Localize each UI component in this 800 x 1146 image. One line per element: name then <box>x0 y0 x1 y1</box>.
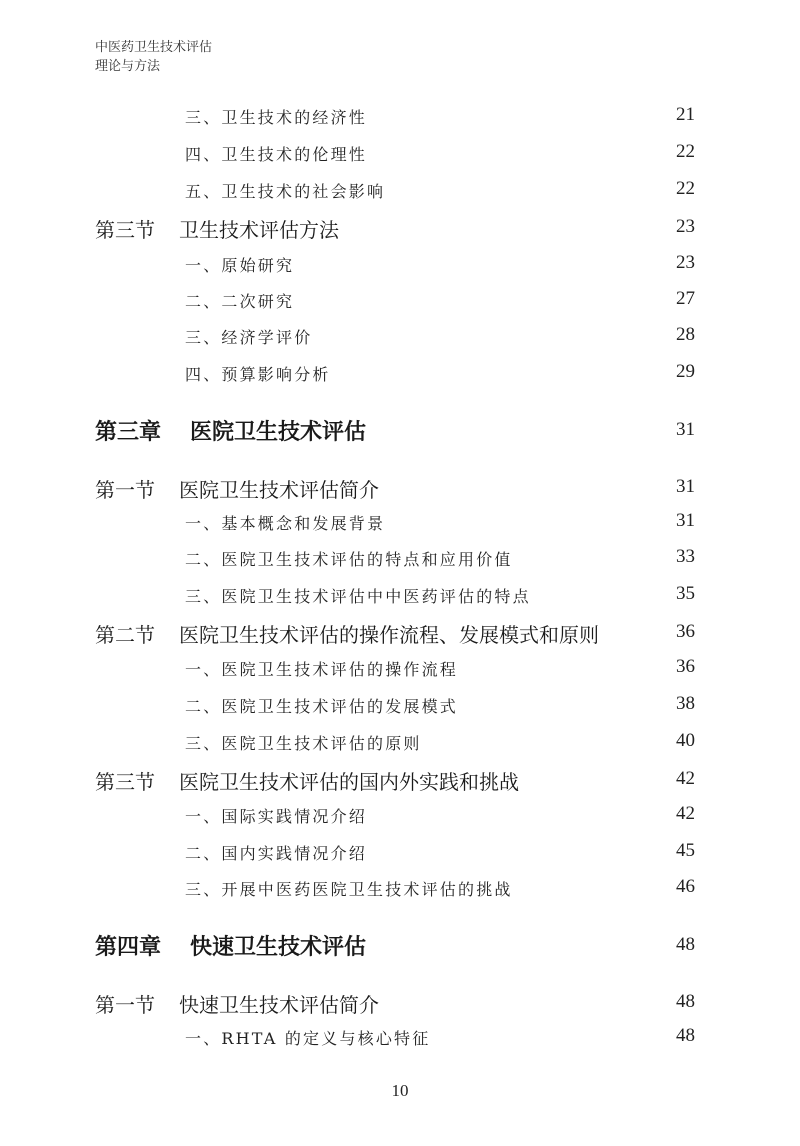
toc-item-row[interactable] <box>0 800 800 830</box>
toc-page-number: 48 <box>676 991 695 1012</box>
toc-item-title: 二、二次研究 <box>185 292 295 311</box>
book-title: 中医药卫生技术评估 <box>95 40 213 55</box>
page-number: 10 <box>391 1081 409 1100</box>
toc-item-title: 三、卫生技术的经济性 <box>185 108 368 127</box>
toc-page-number: 36 <box>676 656 695 677</box>
toc-item-row[interactable] <box>0 690 800 720</box>
toc-section-row[interactable] <box>0 987 800 1017</box>
toc-chapter-title: 医院卫生技术评估 <box>190 419 367 445</box>
toc-section-title: 医院卫生技术评估简介 <box>179 478 379 502</box>
toc-item-title: 三、开展中医药医院卫生技术评估的挑战 <box>185 880 513 899</box>
toc-page-number: 48 <box>676 934 695 955</box>
toc-page-number: 31 <box>676 510 695 531</box>
toc-page-number: 45 <box>676 840 695 861</box>
toc-section-row[interactable] <box>0 764 800 794</box>
toc-page-number: 31 <box>676 476 695 497</box>
toc-chapter-label <box>95 415 366 446</box>
toc-page-number: 22 <box>676 178 695 199</box>
toc-page-number: 27 <box>676 288 695 309</box>
toc-section-row[interactable] <box>0 212 800 242</box>
toc-section-label <box>95 766 519 795</box>
toc-item-title: 一、医院卫生技术评估的操作流程 <box>185 660 459 679</box>
toc-section-label <box>95 214 339 243</box>
toc-item-title: 四、预算影响分析 <box>185 365 331 384</box>
toc-item-title: 三、医院卫生技术评估的原则 <box>185 734 422 753</box>
toc-item-row[interactable] <box>0 138 800 168</box>
toc-item-title: 一、RHTA 的定义与核心特征 <box>185 1029 431 1048</box>
toc-page-number: 31 <box>676 419 695 440</box>
toc-section-row[interactable] <box>0 472 800 502</box>
toc-page-number: 42 <box>676 803 695 824</box>
toc-chapter-number: 第三章 <box>95 419 162 445</box>
toc-section-title: 医院卫生技术评估的国内外实践和挑战 <box>179 770 519 794</box>
toc-chapter-row[interactable] <box>0 415 800 445</box>
toc-page-number: 22 <box>676 141 695 162</box>
toc-chapter-title: 快速卫生技术评估 <box>190 934 367 960</box>
toc-item-row[interactable] <box>0 175 800 205</box>
toc-item-title: 二、医院卫生技术评估的特点和应用价值 <box>185 550 513 569</box>
toc-item-row[interactable] <box>0 580 800 610</box>
toc-section-title: 卫生技术评估方法 <box>179 218 339 242</box>
toc-item-title: 一、国际实践情况介绍 <box>185 807 368 826</box>
toc-page-number: 28 <box>676 324 695 345</box>
toc-page-number: 29 <box>676 361 695 382</box>
toc-item-title: 五、卫生技术的社会影响 <box>185 182 386 201</box>
toc-item-row[interactable] <box>0 543 800 573</box>
toc-page-number: 23 <box>676 252 695 273</box>
toc-page-number: 46 <box>676 876 695 897</box>
toc-section-row[interactable] <box>0 617 800 647</box>
toc-section-number: 第三节 <box>95 770 155 794</box>
toc-item-row[interactable] <box>0 727 800 757</box>
toc-page-number: 38 <box>676 693 695 714</box>
book-subtitle: 理论与方法 <box>95 59 161 74</box>
toc-item-row[interactable] <box>0 1022 800 1052</box>
toc-section-label <box>95 989 379 1018</box>
toc-item-row[interactable] <box>0 653 800 683</box>
toc-page-number: 42 <box>676 768 695 789</box>
toc-item-row[interactable] <box>0 507 800 537</box>
toc-page-number: 23 <box>676 216 695 237</box>
toc-item-row[interactable] <box>0 249 800 279</box>
toc-page-number: 48 <box>676 1025 695 1046</box>
toc-item-row[interactable] <box>0 321 800 351</box>
toc-page-number: 36 <box>676 621 695 642</box>
toc-item-row[interactable] <box>0 837 800 867</box>
toc-item-title: 一、原始研究 <box>185 256 295 275</box>
toc-page-number: 40 <box>676 730 695 751</box>
toc-chapter-number: 第四章 <box>95 934 162 960</box>
toc-page-number: 21 <box>676 104 695 125</box>
toc-chapter-row[interactable] <box>0 930 800 960</box>
toc-section-label <box>95 474 379 503</box>
toc-item-title: 三、经济学评价 <box>185 328 313 347</box>
toc-chapter-label <box>95 930 366 961</box>
toc-section-number: 第一节 <box>95 478 155 502</box>
toc-item-title: 一、基本概念和发展背景 <box>185 514 386 533</box>
toc-item-row[interactable] <box>0 358 800 388</box>
toc-section-title: 快速卫生技术评估简介 <box>179 993 379 1017</box>
toc-item-title: 二、国内实践情况介绍 <box>185 844 368 863</box>
toc-section-number: 第一节 <box>95 993 155 1017</box>
toc-item-row[interactable] <box>0 285 800 315</box>
toc-item-row[interactable] <box>0 873 800 903</box>
toc-item-title: 二、医院卫生技术评估的发展模式 <box>185 697 459 716</box>
toc-section-number: 第二节 <box>95 623 155 647</box>
toc-item-title: 三、医院卫生技术评估中中医药评估的特点 <box>185 587 531 606</box>
toc-section-label <box>95 619 599 648</box>
toc-item-title: 四、卫生技术的伦理性 <box>185 145 368 164</box>
toc-section-title: 医院卫生技术评估的操作流程、发展模式和原则 <box>179 623 599 647</box>
toc-page-number: 33 <box>676 546 695 567</box>
toc-section-number: 第三节 <box>95 218 155 242</box>
toc-page-number: 35 <box>676 583 695 604</box>
toc-item-row[interactable] <box>0 101 800 131</box>
